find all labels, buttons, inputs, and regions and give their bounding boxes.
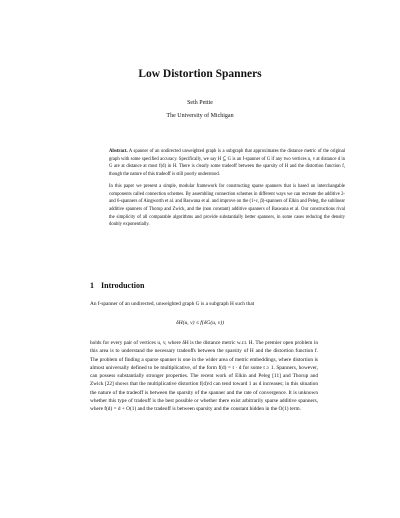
author-affiliation: The University of Michigan [166, 113, 234, 119]
paper-title: Low Distortion Spanners [138, 68, 262, 80]
author-name: Seth Pettie [187, 100, 213, 106]
abstract-paragraph-2: In this paper we present a simple, modular framework for constructing sparse spanners that is based on interchangable components called connection schemes. By assembling connection schemes in different ways we can recreate the additive 2- and 6-spanners of Aingworth et al. and Baswana et al. and improve on the (1+ε, β)-spanners of Elkin and Peleg, the sublinear additive spanners of Thorup and Zwick, and the (non constant) additive spanners of Baswana et al. Our constructions rival the simplicity of all comparable algorithms and provide substantially better spanners, in some cases reducing the density doubly exponentially. [109, 183, 345, 228]
intro-paragraph-2: holds for every pair of vertices u, v, where δH is the distance metric w.r.t. H. The premier open problem in this area is to understand the necessary tradeoffs between the sparsity of H and the distortion function f. The problem of finding a sparse spanner is one in the wider area of metric embeddings, where distortion is almost universally defined to be multiplicative, of the form f(d) = t · d for some t ≥ 1. Spanners, however, can possess substantially stronger properties. The recent work of Elkin and Peleg [11] and Thorup and Zwick [22] shows that the multiplicative distortion f(d)/d can tend toward 1 as d increases; in this situation the nature of the tradeoff is between the sparsity of the spanner and the rate of convergence. It is unknown whether this type of tradeoff is the best possible or whether there exist arbitrarily sparse additive spanners, where f(d) = d + O(1) and the tradeoff is between sparsity and the constant hidden in the O(1) term. [90, 340, 318, 413]
intro-paragraph-1: An f-spanner of an undirected, unweighted graph G is a subgraph H such that [90, 301, 255, 307]
section-heading [90, 281, 151, 290]
abstract-block [109, 148, 345, 229]
section-number: 1 [90, 281, 94, 290]
abstract-text-1: A spanner of an undirected unweighted graph is a subgraph that approximates the distance metric of the original graph with some specified accuracy. Specifically, we say H ⊆ G is an f-spanner of G if any two vertices u, v at distance d in G are at distance at most f(d) in H. There is clearly some tradeoff between the sparsity of H and the distortion function f, though the nature of this tradeoff is still poorly understood. [109, 149, 345, 178]
spanner-equation: δH(u, v) ≤ f(δG(u, v)) [175, 320, 225, 326]
abstract-label: Abstract. [109, 149, 128, 154]
abstract-paragraph-1 [109, 148, 345, 179]
section-title: Introduction [101, 281, 145, 290]
